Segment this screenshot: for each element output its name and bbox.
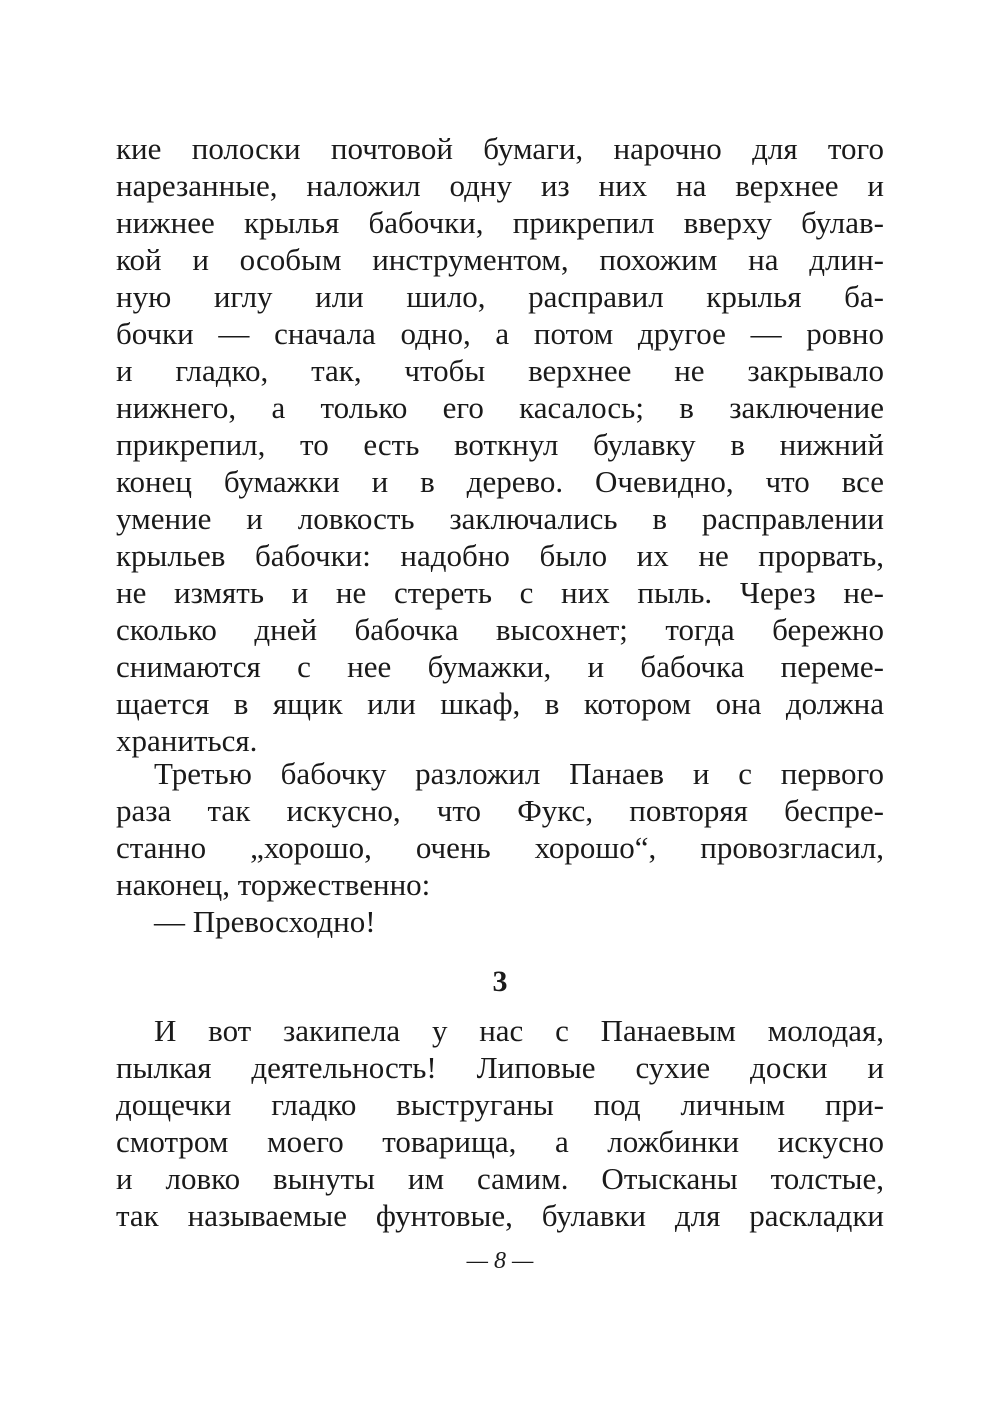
text-line: сколько дней бабочка высохнет; тогда бережно bbox=[116, 612, 884, 647]
text-line: щается в ящик или шкаф, в котором она должна bbox=[116, 686, 884, 721]
text-line: нарезанные, наложил одну из них на верхнее и bbox=[116, 168, 884, 203]
text-line: умение и ловкость заключались в расправлении bbox=[116, 501, 884, 536]
text-line: пылкая деятельность! Липовые сухие доски и bbox=[116, 1050, 884, 1085]
text-line: И вот закипела у нас с Панаевым молодая, bbox=[154, 1013, 884, 1048]
dialogue-line: — Превосходно! bbox=[154, 904, 376, 939]
paragraph-third-butterfly bbox=[116, 755, 884, 940]
text-line: крыльев бабочки: надобно было их не прорвать, bbox=[116, 538, 884, 573]
text-line: и гладко, так, чтобы верхнее не закрывало bbox=[116, 353, 884, 388]
text-line: храниться. bbox=[116, 723, 258, 758]
text-line: дощечки гладко выструганы под личным при- bbox=[116, 1087, 884, 1122]
text-line: наконец, торжественно: bbox=[116, 867, 431, 902]
text-line: Третью бабочку разложил Панаев и с первого bbox=[154, 756, 884, 791]
text-line: нижнего, а только его касалось; в заключение bbox=[116, 390, 884, 425]
text-line: станно „хорошо, очень хорошо“, провозгласил, bbox=[116, 830, 884, 865]
text-line: прикрепил, то есть воткнул булавку в нижний bbox=[116, 427, 884, 462]
text-line: кие полоски почтовой бумаги, нарочно для того bbox=[116, 131, 884, 166]
text-line: не измять и не стереть с них пыль. Через не- bbox=[116, 575, 884, 610]
text-line: конец бумажки и в дерево. Очевидно, что все bbox=[116, 464, 884, 499]
section-number: 3 bbox=[492, 965, 508, 998]
text-line: нижнее крылья бабочки, прикрепил вверху булав- bbox=[116, 205, 884, 240]
page-number: — 8 — bbox=[466, 1248, 534, 1274]
paragraph-continued bbox=[116, 130, 884, 759]
text-line: ную иглу или шило, расправил крылья ба- bbox=[116, 279, 884, 314]
text-line: кой и особым инструментом, похожим на длин- bbox=[116, 242, 884, 277]
text-line: смотром моего товарища, а ложбинки искусно bbox=[116, 1124, 884, 1159]
text-line: так называемые фунтовые, булавки для раскладки bbox=[116, 1198, 884, 1233]
text-line: снимаются с нее бумажки, и бабочка переме- bbox=[116, 649, 884, 684]
paragraph-activity bbox=[116, 1012, 884, 1234]
text-line: и ловко вынуты им самим. Отысканы толстые, bbox=[116, 1161, 884, 1196]
text-line: раза так искусно, что Фукс, повторяя беспре- bbox=[116, 793, 884, 828]
text-line: бочки — сначала одно, а потом другое — ровно bbox=[116, 316, 884, 351]
